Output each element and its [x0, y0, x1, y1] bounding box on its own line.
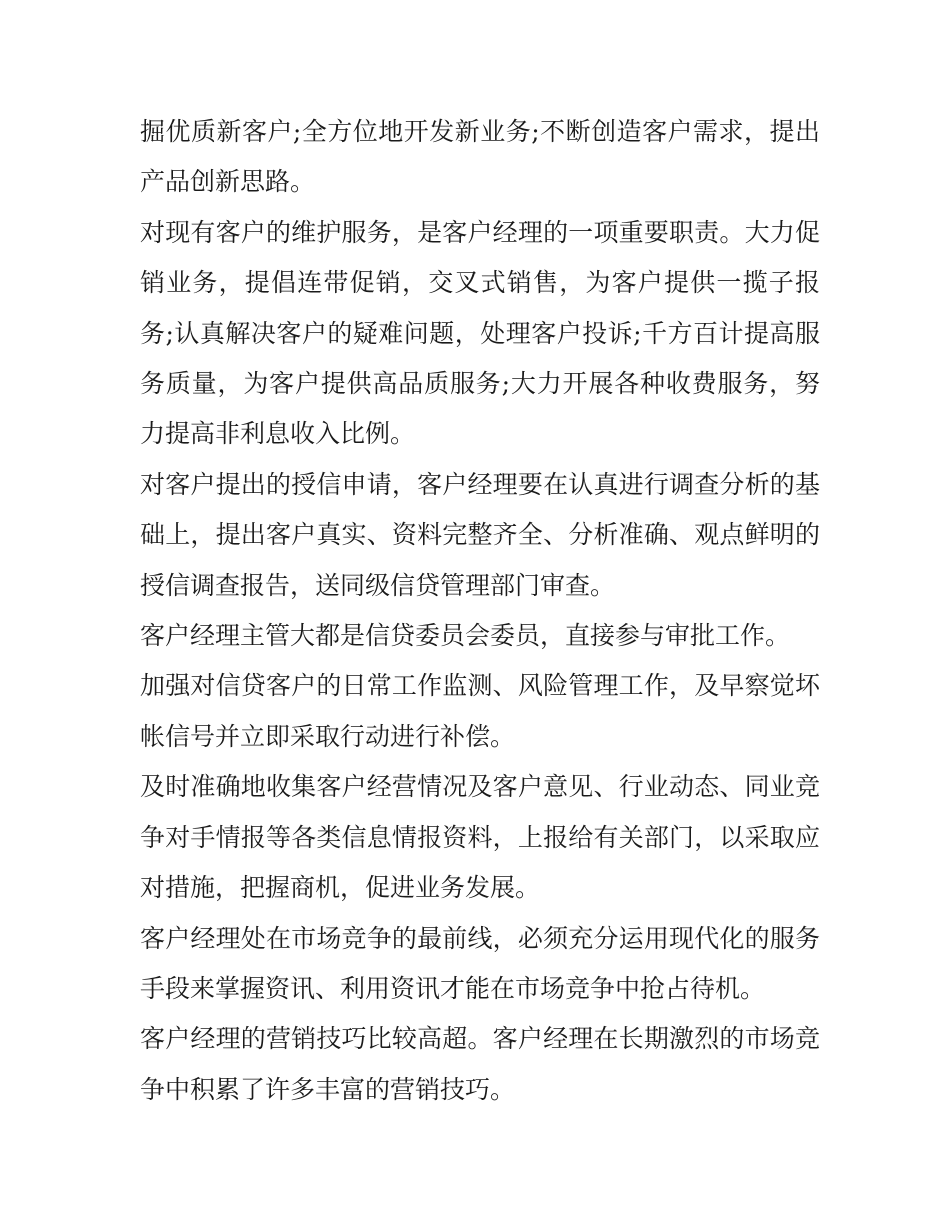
paragraph-4: 客户经理主管大都是信贷委员会委员，直接参与审批工作。: [140, 621, 791, 651]
paragraph-2: 对现有客户的维护服务，是客户经理的一项重要职责。大力促销业务，提倡连带促销，交叉式销售，为客户提供一揽子报务;认真解决客户的疑难问题，处理客户投诉;千方百计提高服务质量，为客户提供高品质服务;大力开展各种收费服务，努力提高非利息收入比例。: [140, 217, 820, 449]
paragraph-8: 客户经理的营销技巧比较高超。客户经理在长期激烈的市场竞争中积累了许多丰富的营销技巧。: [140, 1024, 820, 1104]
paragraph-1: 掘优质新客户;全方位地开发新业务;不断创造客户需求，提出产品创新思路。: [140, 117, 820, 197]
paragraph-5: 加强对信贷客户的日常工作监测、风险管理工作，及早察觉坏帐信号并立即采取行动进行补偿。: [140, 671, 820, 751]
paragraph-7: 客户经理处在市场竞争的最前线，必须充分运用现代化的服务手段来掌握资讯、利用资讯才能在市场竞争中抢占待机。: [140, 923, 820, 1003]
document-body: [140, 107, 820, 1115]
paragraph-3: 对客户提出的授信申请，客户经理要在认真进行调查分析的基础上，提出客户真实、资料完整齐全、分析准确、观点鲜明的授信调查报告，送同级信贷管理部门审查。: [140, 469, 820, 600]
paragraph-6: 及时准确地收集客户经营情况及客户意见、行业动态、同业竞争对手情报等各类信息情报资料，上报给有关部门，以采取应对措施，把握商机，促进业务发展。: [140, 772, 820, 903]
